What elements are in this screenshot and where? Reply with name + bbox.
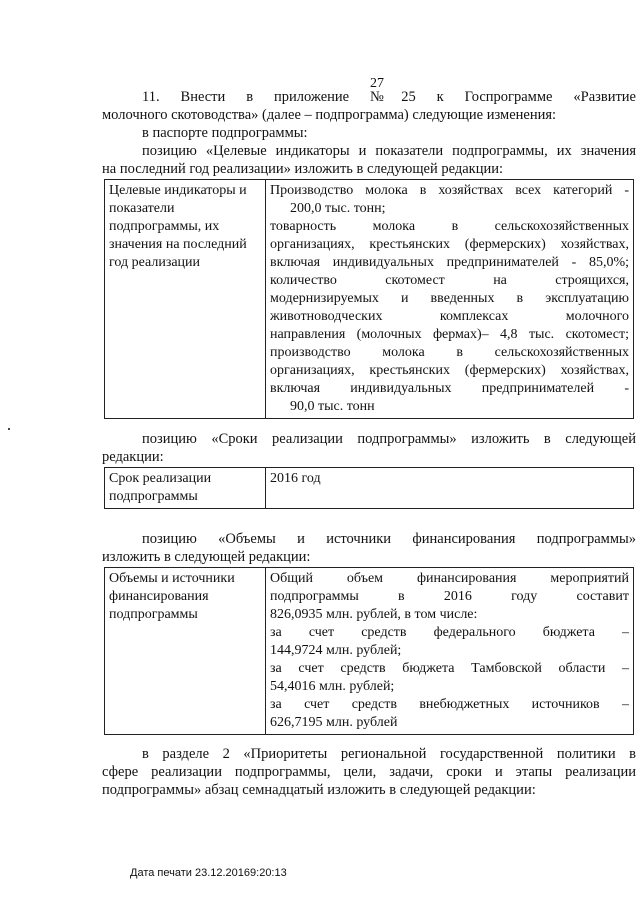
intro-line-4: позицию «Целевые индикаторы и показатели подпрограммы, их значения	[142, 143, 636, 159]
table-label-cell: Объемы и источники финансирования подпрограммы	[105, 568, 266, 735]
intro-line-5: на последний год реализации» изложить в следующей редакции:	[102, 161, 504, 177]
table-value-cell	[266, 568, 634, 735]
indicator-line: Производство молока в хозяйствах всех категорий -	[270, 183, 629, 198]
indicator-line: животноводческих комплексах молочного	[270, 309, 629, 324]
para4-line-3: подпрограммы» абзац семнадцатый изложить в следующей редакции:	[102, 782, 536, 798]
financing-line: за счет средств внебюджетных источников –	[270, 697, 629, 712]
financing-line: за счет средств бюджета Тамбовской области –	[270, 661, 629, 676]
para4-line-1: в разделе 2 «Приоритеты региональной государственной политики в	[142, 746, 636, 762]
financing-line: 626,7195 млн. рублей	[270, 715, 398, 730]
indicator-line: производство молока в сельскохозяйственных	[270, 345, 629, 360]
financing-line: Общий объем финансирования мероприятий	[270, 571, 629, 586]
indicator-line: направления (молочных фермах)– 4,8 тыс. скотомест;	[270, 327, 629, 342]
intro-line-1: 11. Внести в приложение №25 к Госпрограмме «Развитие	[142, 89, 636, 105]
indicator-line: товарность молока в сельскохозяйственных	[270, 219, 629, 234]
para2-line-2: редакции:	[102, 449, 164, 465]
financing-line: 144,9724 млн. рублей;	[270, 643, 402, 658]
indicator-line: организациях, крестьянских (фермерских) хозяйствах,	[270, 363, 629, 378]
table-row	[105, 568, 634, 735]
indicator-line: модернизируемых и введенных в эксплуатацию	[270, 291, 629, 306]
para3-line-2: изложить в следующей редакции:	[102, 549, 311, 565]
table-label-cell: Целевые индикаторы и показатели подпрограммы, их значения на последний год реализации	[105, 180, 266, 419]
page-number: 27	[370, 76, 384, 91]
table-implementation-period	[104, 467, 634, 509]
indicator-line: количество скотомест на строящихся,	[270, 273, 629, 288]
print-date-footer: Дата печати 23.12.20169:20:13	[130, 867, 287, 879]
indicator-line: 200,0 тыс. тонн;	[290, 201, 386, 216]
table-label-cell: Срок реализации подпрограммы	[105, 468, 266, 509]
financing-line: 54,4016 млн. рублей;	[270, 679, 395, 694]
intro-line-2: молочного скотоводства» (далее – подпрограмма) следующие изменения:	[102, 107, 557, 123]
financing-line: подпрограммы в 2016 году составит	[270, 589, 629, 604]
table-financing	[104, 567, 634, 735]
table-value-cell: 2016 год	[266, 468, 634, 509]
indicator-line: 90,0 тыс. тонн	[290, 399, 375, 414]
table-row	[105, 468, 634, 509]
scan-speck	[8, 428, 10, 430]
para2-line-1: позицию «Сроки реализации подпрограммы» изложить в следующей	[142, 431, 636, 447]
indicator-line: организациях, крестьянских (фермерских) хозяйствах,	[270, 237, 629, 252]
para4-line-2: сфере реализации подпрограммы, цели, задачи, сроки и этапы реализации	[102, 764, 636, 780]
indicator-line: включая индивидуальных предпринимателей - 85,0%;	[270, 255, 629, 270]
indicator-line: включая индивидуальных предпринимателей -	[270, 381, 629, 396]
financing-line: 826,0935 млн. рублей, в том числе:	[270, 607, 478, 622]
table-target-indicators	[104, 179, 634, 419]
table-row	[105, 180, 634, 419]
intro-line-3: в паспорте подпрограммы:	[142, 125, 308, 141]
financing-line: за счет средств федерального бюджета –	[270, 625, 629, 640]
table-value-cell	[266, 180, 634, 419]
para3-line-1: позицию «Объемы и источники финансирования подпрограммы»	[142, 531, 636, 547]
